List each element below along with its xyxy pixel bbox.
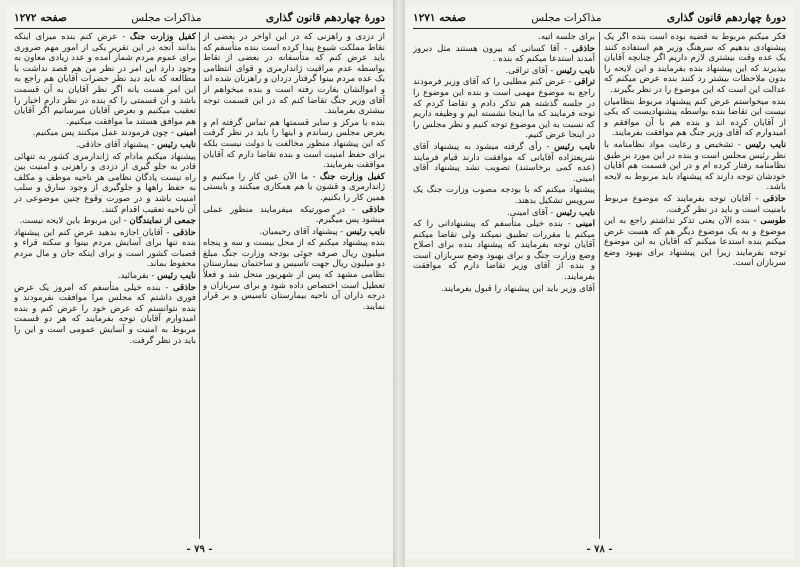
- speaker-name: امینی: [575, 219, 595, 230]
- paragraph-text: - بنده الآن یعنی تذکر نداشتم راجع به این موضوع و به یک موضوع دیگر هم که هست عرض میکنم بنده استدعا میکنم که آقایان به این موضوع توجه بفرمایند زیرا این پیشنهاد برای بهبود وضع سربازان است.: [604, 216, 786, 269]
- paragraph-text: - بنده خیلی متأسفم که امروز یک عرض فوری داشتم که مجلس مرا موافقت نفرمودند و بنده نتوانستم که عرض خود را عرض کنم و بنده امیدوارم آقایان توجه بفرمایند که هر دو قسمت مربوط به امنیت و آسایش عمومی است و این را باید در نظر گرفت.: [14, 282, 196, 346]
- paragraph: [413, 208, 595, 219]
- paragraph-text: - در صورتیکه میفرمایند منظور عملی میشود پس میگیرم.: [203, 204, 385, 226]
- right-header-title: دورهٔ چهاردهم قانون گذاری: [666, 12, 786, 24]
- paragraph: [413, 66, 595, 77]
- paragraph: [604, 140, 786, 193]
- paragraph-text: - آقای امینی.: [507, 207, 554, 218]
- left-header-title: دورهٔ چهاردهم قانون گذاری: [265, 12, 385, 24]
- right-page-col-left: [413, 32, 595, 539]
- paragraph-text: بنده پیشنهاد میکنم که از محل بیست و سه و پنجاه میلیون ریال صرفه جوئی بودجه وزارت جنگ مبلغ دو میلیون ریال جهت تأسیس و ساختمان بیمارستان نظامی مشهد که پس از شهریور منحل شد و فعلاً تعطیل است اختصاص داده شود و برای سربازان و درجه داران آن ناحیه بیمارستان تأسیس و بر قرار نمایند.: [203, 238, 385, 312]
- paragraph: [413, 32, 595, 43]
- left-page-col-right: [203, 32, 385, 539]
- left-column-divider: [199, 32, 200, 539]
- speaker-name: نایب رئیس: [554, 141, 595, 152]
- paragraph: [203, 227, 385, 238]
- speaker-name: حاذقی: [172, 282, 196, 293]
- speaker-name: نایب رئیس: [157, 139, 196, 150]
- speaker-name: کفیل وزارت جنگ: [319, 171, 385, 182]
- paragraph: [413, 284, 595, 295]
- paragraph-text: - عرض کنم مطلبی را که آقای وزیر فرمودند راجع به موضوع مهمی است و بنده این موضوع را در جلسه گذشته هم تذکر دادم و تقاضا کردم که توجه فرمایند که ما اینجا نشسته ایم و وظیفه داریم که نسبت به این موضوع توجه کنیم و نظر مجلس را در اینجا عرض کنیم.: [413, 77, 595, 141]
- paragraph-text: آقای وزیر باید این پیشنهاد را قبول بفرمایند.: [440, 283, 595, 294]
- right-header-page-label: صفحه ۱۲۷۱: [413, 12, 466, 24]
- paragraph: [14, 228, 196, 270]
- right-header-rule: [413, 28, 786, 29]
- paragraph: [203, 238, 385, 312]
- right-page-col-right: [604, 32, 786, 539]
- paragraph: [413, 185, 595, 206]
- paragraph-text: - آقای تراقی.: [505, 65, 554, 76]
- speaker-name: جمعی از نمایندگان: [129, 216, 196, 227]
- speaker-name: نایب رئیس: [346, 226, 385, 237]
- paragraph: [604, 97, 786, 139]
- paragraph: [604, 194, 786, 215]
- left-page-col-left: [14, 32, 196, 539]
- paragraph-text: پیشنهاد میکنم مادام که ژاندارمری کشور به تنهائی قادر به جلو گیری از دزدی و راهزنی و امنیت بین راه نیست پادگان نظامی هر ناحیه موظف و مکلف به حفظ راهها و جلوگیری از وجود سارق و سلب امنیت باشد و در صورت وقوع چنین موضوعی در آن ناحیه تعقیب اقدام کنند.: [14, 151, 196, 215]
- right-page-number: - ۷۸ -: [586, 544, 613, 555]
- speaker-name: حاذقی: [762, 193, 786, 204]
- speaker-name: حاذقی: [571, 43, 595, 54]
- left-header-page-label: صفحه ۱۲۷۲: [14, 12, 67, 24]
- paragraph: [14, 32, 196, 127]
- paragraph: [413, 44, 595, 65]
- paragraph: [14, 271, 196, 282]
- paragraph-text: - آقا کسانی که بیرون هستند مثل دیروز آمدند استدعا میکنم که بنده .: [413, 43, 595, 65]
- paragraph: [413, 142, 595, 184]
- paragraph-text: - رأی گرفته میشود به پیشنهاد آقای شریعتزاده آقایانی که موافقت دارند قیام فرمایند (عده کمی برخاستند) تصویب نشد پیشنهاد آقای امینی.: [413, 141, 595, 184]
- left-header-middle: مذاکرات مجلس: [131, 12, 202, 24]
- speaker-name: طوسی: [760, 216, 786, 227]
- left-page-number: - ۷۹ -: [186, 544, 213, 555]
- paragraph: [604, 216, 786, 269]
- speaker-name: نایب رئیس: [157, 271, 196, 282]
- paragraph-text: - تشخیص و رعایت مواد نظامنامه با نظر رئیس مجلس است و بنده در این مورد بر طبق نظامنامه رفتار کرده ام و در این قسمت هم آقایان خودشان توجه دارند که پیشنهاد باید مربوط به لایحه باشد.: [604, 139, 786, 193]
- paragraph: [203, 205, 385, 226]
- paragraph-text: برای جلسه آتیه.: [538, 32, 595, 42]
- right-header-middle: مذاکرات مجلس: [531, 12, 602, 24]
- speaker-name: حاذقی: [361, 204, 385, 215]
- left-page-columns: [14, 32, 385, 539]
- right-page-header: [413, 10, 786, 26]
- paragraph-text: - آقایان اجازه بدهید عرض کنم این پیشنهاد بنده تنها برای آسایش مردم بینوا و سکنه قراء و قصبات کشور است و برای اینکه جان و مال مردم محفوظ بماند.: [14, 227, 196, 270]
- paragraph-text: - چون فرمودند عمل میکنند پس میکنیم.: [32, 128, 174, 139]
- paragraph: [14, 128, 196, 139]
- right-page-columns: [413, 32, 786, 539]
- right-column-divider: [599, 32, 600, 539]
- paragraph-text: - پیشنهاد آقای رحیمیان.: [259, 226, 344, 237]
- paragraph: [14, 140, 196, 151]
- paragraph-text: فکر میکنم مربوط به قضیه بوده است بنده اگر یک پیشنهادی بدهیم که سرهنگ وزیر هم استفاده کنند یک عده وقت بیشتری لازم داریم اگر چنانچه آقایان بپذیرند که این پیشنهاد بنده بفرمایند و این لایحه را بدون ملاحظات بیشتر رد کنند بنده عرض میکنم که عدالت این است که این موضوع را در نظر بگیرند.: [604, 32, 786, 95]
- paragraph: [413, 77, 595, 141]
- paragraph-text: بنده با مرکز و سایر قسمتها هم تماس گرفته ام و بعرض مجلس رساندم و اینها را باید در نظر گرفت که این پیشنهاد منظور مخالفت با دولت نیست بلکه برای حفظ امنیت است و بنده تقاضا دارم که آقایان موافقت بفرمایند.: [203, 117, 385, 171]
- paragraph-text: بنده میخواستم عرض کنم پیشنهاد مربوط بنظامیان نیست این تقاضا بنده بواسطه پیشنهادیست که یکی از آقایان کرده اند و بنده هم با آن موافقم و امیدوارم که آقای وزیر جنگ هم موافقت بفرمایند.: [604, 96, 786, 139]
- paragraph: [203, 32, 385, 117]
- paragraph-text: - بنده خیلی متأسفم که پیشنهاداتی را که میکنم با مقررات تطبیق نمیکند ولی تقاضا میکنم آقایان توجه بفرمایند که پیشنهاد بنده برای اصلاح وضع وزارت جنگ و برای بهبود وضع سربازان است و بنده از آقای وزیر تقاضا دارم که موافقت بفرمایند.: [413, 219, 595, 283]
- paragraph-text: - این مربوط باین لایحه نیست.: [19, 216, 127, 227]
- paragraph: [203, 118, 385, 171]
- paragraph-text: از دزدی و راهزنی که در این اواخر در بعضی از نقاط مملکت شیوع پیدا کرده است بنده متأسفم که باید عرض کنم که متأسفانه در بعضی از نقاط بواسطه عدم مراقبت ژاندارمری و قوای انتظامی یک عده مردم بینوا گرفتار دزدان و راهزنان شده اند و اموالشان بغارت رفته است و بنده میخواهم از آقای وزیر جنگ تقاضا کنم که در این قسمت توجه بیشتری بفرمایند.: [203, 32, 385, 117]
- paragraph: [14, 216, 196, 227]
- paragraph: [14, 283, 196, 347]
- paragraph-text: - پیشنهاد آقای حاذقی.: [75, 139, 155, 150]
- paragraph: [604, 32, 786, 96]
- paragraph: [413, 219, 595, 283]
- paragraph-text: - عرض کنم بنده میرای اینکه بدانند آنجه در این تقریر یکی از امور مهم ضروری برای عموم مردم شمار آمده و عدد زیادی معاون به وجود دارد این امر در نظر من هم قصد نداشت با مطالعه که باید دید نظر حضرات آقایان هم راجع به این امر هست یانه اگر نظر آقایان به آن قسمت باشد و آن قسمتی را که بنده در نظر دارم اخبار را تعقیب میکنیم و بعرض آقایان میرسانیم اگر آقایان هم موافق هستند ما موافقت میکنیم.: [14, 32, 196, 127]
- speaker-name: کفیل وزارت جنگ: [129, 32, 196, 42]
- speaker-name: امینی: [176, 128, 196, 139]
- right-page: [405, 6, 794, 559]
- book-gutter: [393, 0, 405, 567]
- speaker-name: تراقی: [574, 77, 595, 88]
- paragraph-text: - بفرمائید.: [117, 271, 155, 282]
- speaker-name: نایب رئیس: [556, 207, 595, 218]
- paragraph-text: - آقایان توجه بفرمایند که موضوع مربوط بامنیت است و باید در نظر گرفت.: [604, 193, 786, 215]
- speaker-name: نایب رئیس: [556, 65, 595, 76]
- paragraph: [203, 172, 385, 204]
- paragraph-text: - ما الآن عین کار را میکنیم و ژاندارمری و قشون با هم همکاری میکنند و بایستی همین کار را بکنیم.: [203, 171, 385, 203]
- left-header-rule: [14, 28, 385, 29]
- left-page-header: [14, 10, 385, 26]
- left-page: [6, 6, 393, 559]
- paragraph-text: پیشنهاد میکنم که با بودجه مصوب وزارت جنگ یک سرویس تشکیل بدهند.: [413, 185, 595, 206]
- paragraph: [14, 152, 196, 216]
- speaker-name: نایب رئیس: [745, 139, 786, 150]
- speaker-name: حاذقی: [172, 227, 196, 238]
